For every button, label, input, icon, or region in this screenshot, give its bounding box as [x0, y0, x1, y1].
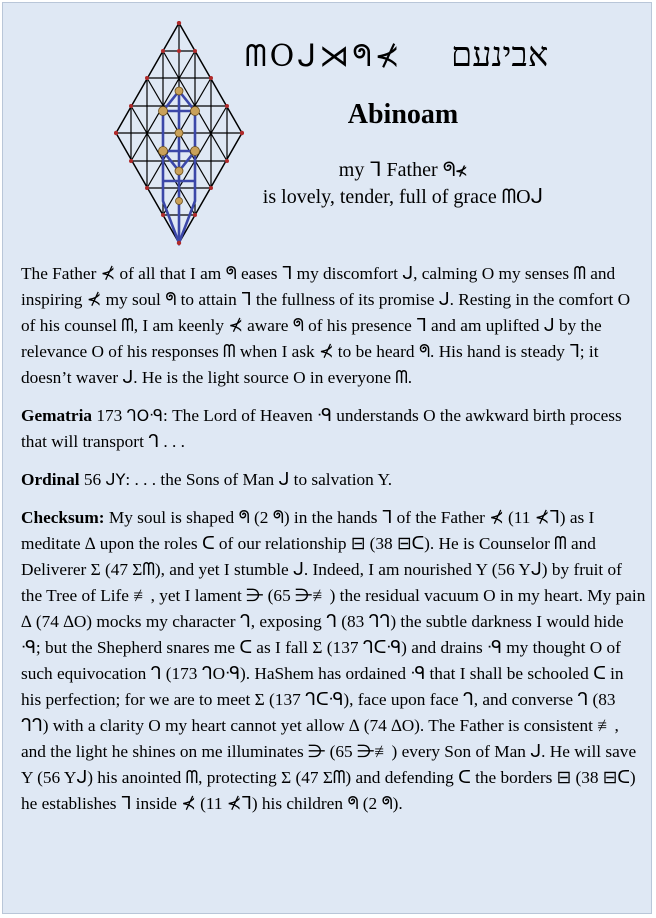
ordinal-glyphs: ᒍY	[105, 470, 126, 489]
ordinal-text: : . . . the Sons of Man ᒍ to salvation Y.	[125, 470, 393, 489]
meaning-line-2: is lovely, tender, full of grace ᗰOᒍ	[262, 186, 544, 208]
paleo-hebrew-title: ᗰOᒍ⋊ᖗ⊀	[245, 39, 403, 74]
tree-of-life-diamond-icon	[114, 21, 244, 246]
gematria-paragraph	[21, 403, 646, 455]
gematria-glyphs: ᒉOᑴ	[126, 406, 163, 425]
hebrew-title: אבינעם	[451, 35, 549, 75]
gematria-text: : The Lord of Heaven ᑴ understands O the awkward birth process that will transport ᒉ . . .	[21, 406, 622, 451]
checksum-text: My soul is shaped ᖗ (2 ᖗ) in the hands ᒣ of the Father ⊀ (11 ⊀ᒣ) as I meditate ∆ upon the roles ᑕ of our relationship ⊟ (38 ⊟ᑕ). He is Counselor ᗰ and Deliverer Σ (47 Σᗰ), and yet I stumble ᒍ. Indeed, I am nourished Y (56 Yᒍ) by fruit of the Tree of Life ≢, yet I lament ⋺ (65 ⋺≢) the residual vacuum O in my heart. My pain ∆ (74 ∆O) mocks my character ᒉ, exposing ᒉ (83 ᒉᒉ) the subtle darkness I would hide ᑴ; but the Shepherd snares me ᑕ as I fall Σ (137 ᒉᑕᑴ) and drains ᑴ my thought O of such equivocation ᒉ (173 ᒉOᑴ). HaShem has ordained ᑴ that I shall be schooled ᑕ in his perfection; for we are to meet Σ (137 ᒉᑕᑴ), face upon face ᒉ, and converse ᒉ (83 ᒉᒉ) with a clarity O my heart cannot yet allow ∆ (74 ∆O). The Father is consistent ≢, and the light he shines on me illuminates ⋺ (65 ⋺≢) every Son of Man ᒍ. He will save Y (56 Yᒍ) his anointed ᗰ, protecting Σ (47 Σᗰ) and defending ᑕ the borders ⊟ (38 ⊟ᑕ) he establishes ᒣ inside ⊀ (11 ⊀ᒣ) his children ᖗ (2 ᖗ).	[21, 508, 646, 813]
name-meaning	[203, 157, 603, 211]
intro-paragraph: The Father ⊀ of all that I am ᖗ eases ᒣ my discomfort ᒍ, calming O my senses ᗰ and inspiring ⊀ my soul ᖗ to attain ᒣ the fullness of its promise ᒍ. Resting in the comfort O of his counsel ᗰ, I am keenly ⊀ aware ᖗ of his presence ᒣ and am uplifted ᒍ by the relevance O of his responses ᗰ when I ask ⊀ to be heard ᖗ. His hand is steady ᒣ; it doesn’t waver ᒍ. He is the light source O in everyone ᗰ.	[21, 264, 631, 387]
checksum-paragraph	[21, 505, 646, 817]
meaning-line-1: my ᒣ Father ᖗ⊀	[338, 159, 468, 181]
page-title: Abinoam	[347, 99, 459, 130]
ordinal-label: Ordinal	[21, 470, 80, 489]
gematria-number: 173	[96, 406, 123, 425]
gematria-label: Gematria	[21, 406, 93, 425]
page-card	[2, 2, 652, 914]
body-text	[21, 261, 646, 829]
ordinal-number: 56	[83, 470, 102, 489]
ordinal-paragraph	[21, 467, 646, 493]
checksum-label: Checksum:	[21, 508, 105, 527]
